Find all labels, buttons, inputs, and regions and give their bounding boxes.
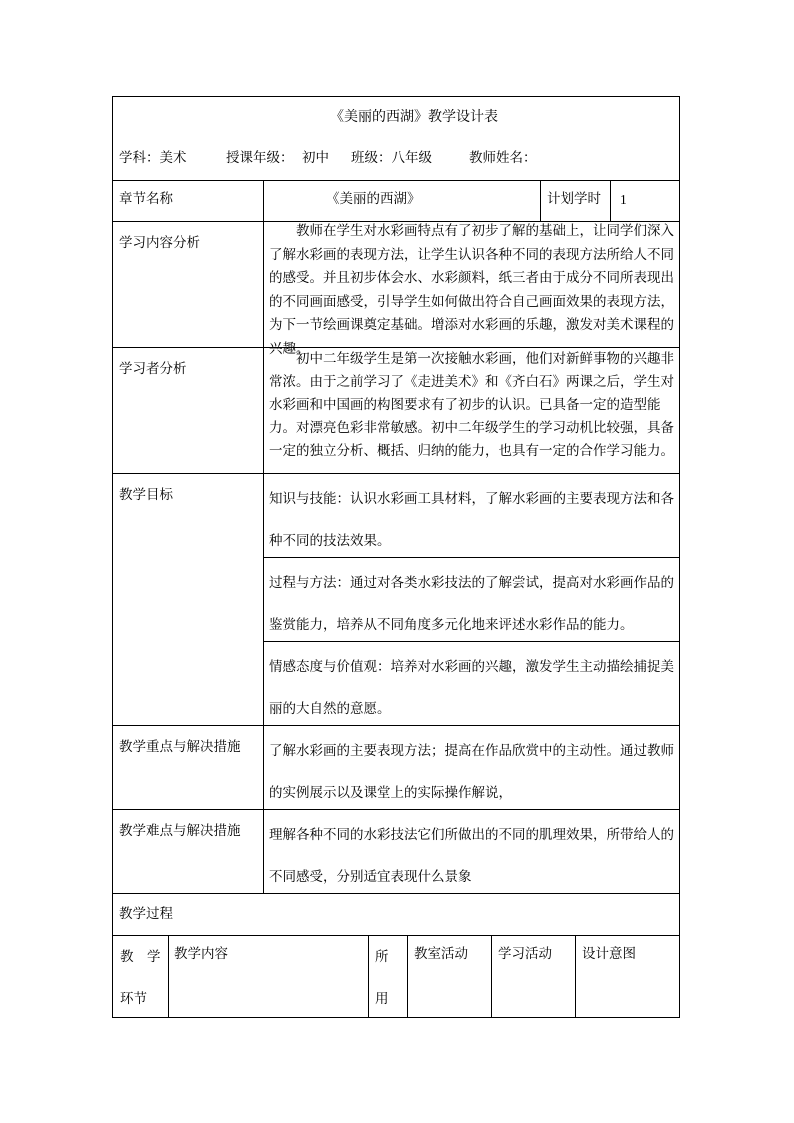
goals-label: 教学目标	[119, 487, 173, 503]
learner-analysis-text: 初中二年级学生是第一次接触水彩画，他们对新鲜事物的兴趣非常浓。由于之前学习了《走进美术》和《齐白石》两课之后，学生对水彩画和中国画的构图要求有了初步的认识。已具备一定的造型能力。对漂亮色彩非常敏感。初中二年级学生的学习动机比较强，具备一定的独立分析、概括、归纳的能力，也具有一定的合作学习能力。	[269, 351, 674, 459]
hours-value: 1	[620, 192, 627, 207]
chapter-value: 《美丽的西湖》	[326, 191, 421, 207]
goal-item: 知识与技能：认识水彩画工具材料，了解水彩画的主要表现方法和各种不同的技法效果。	[269, 491, 674, 549]
hours-label: 计划学时	[547, 191, 601, 207]
divider	[575, 935, 576, 1018]
difficulties-text: 理解各种不同的水彩技法它们所做出的不同的肌理效果，所带给人的不同感受，分别适宜表现什么景象	[269, 827, 674, 885]
divider	[112, 473, 680, 474]
goal-item: 情感态度与价值观：培养对水彩画的兴趣，激发学生主动描绘捕捉美丽的大自然的意愿。	[269, 659, 674, 717]
process-label: 教学过程	[119, 906, 173, 922]
key-points-label: 教学重点与解决措施	[119, 739, 241, 755]
process-header-design-intent: 设计意图	[582, 946, 636, 962]
divider	[540, 180, 541, 221]
content-analysis-label: 学习内容分析	[119, 235, 200, 251]
grade-value: 初中	[302, 150, 329, 166]
difficulties-label: 教学难点与解决措施	[119, 823, 241, 839]
subject-field: 学科：美术	[119, 150, 187, 166]
divider	[407, 935, 408, 1018]
divider	[368, 935, 369, 1018]
process-header-stage: 教 学 环节	[120, 949, 174, 1007]
process-header-materials: 所 用	[375, 949, 402, 1007]
learner-analysis-label: 学习者分析	[119, 361, 187, 377]
page-title: 《美丽的西湖》教学设计表	[330, 109, 498, 125]
grade-label: 授课年级：	[226, 150, 294, 166]
divider	[168, 935, 169, 1018]
teacher-field: 教师姓名：	[469, 150, 537, 166]
class-field: 班级：八年级	[351, 150, 432, 166]
divider	[491, 935, 492, 1018]
process-header-learning-activity: 学习活动	[498, 946, 552, 962]
goal-item: 过程与方法：通过对各类水彩技法的了解尝试，提高对水彩画作品的鉴赏能力，培养从不同角度多元化地来评述水彩作品的能力。	[269, 575, 674, 633]
divider	[610, 180, 611, 221]
divider	[112, 180, 680, 181]
process-header-classroom-activity: 教室活动	[414, 946, 468, 962]
divider	[263, 180, 264, 893]
key-points-text: 了解水彩画的主要表现方法；提高在作品欣赏中的主动性。通过教师的实例展示以及课堂上的实际操作解说，	[269, 743, 674, 801]
chapter-label: 章节名称	[119, 191, 173, 207]
process-header-content: 教学内容	[174, 946, 228, 962]
content-analysis-text: 教师在学生对水彩画特点有了初步了解的基础上，让同学们深入了解水彩画的表现方法，让学生认识各种不同的表现方法所给人不同的感受。并且初步体会水、水彩颜料，纸三者由于成分不同所表现出的不同画面感受，引导学生如何做出符合自己画面效果的表现方法，为下一节绘画课奠定基础。增添对水彩画的乐趣，激发对美术课程的兴趣。	[269, 223, 674, 357]
